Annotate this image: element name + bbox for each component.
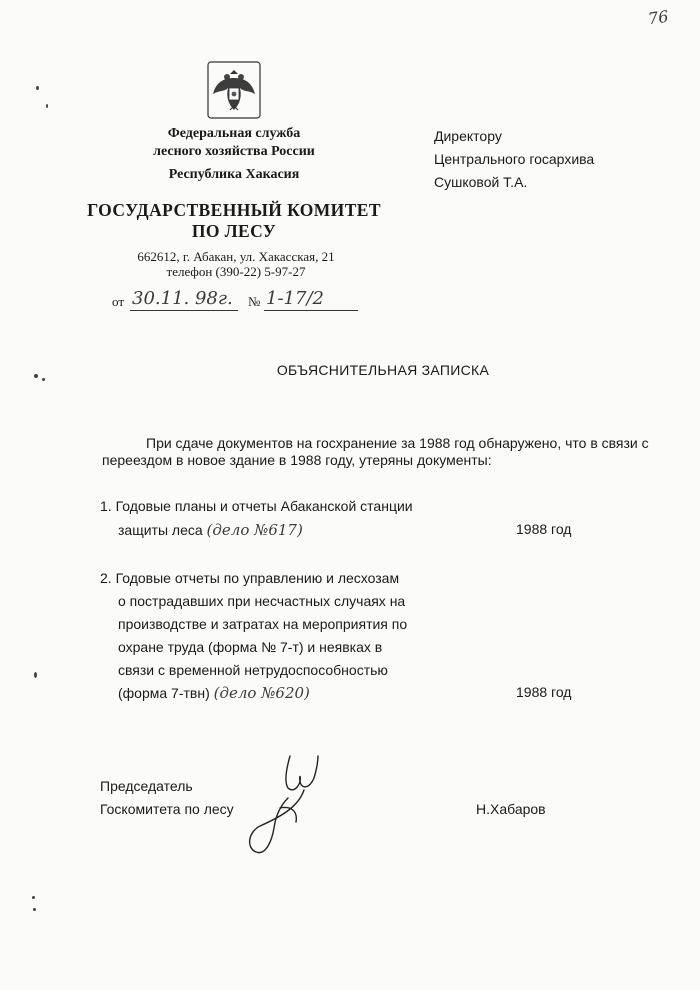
handwritten-signature [238,748,333,858]
intro-line-2: переездом в новое здание в 1988 году, утеряны документы: [102,452,492,468]
intro-line-1: При сдаче документов на госхранение за 1988 год обнаружено, что в связи с [146,435,649,451]
item-2-text: (форма 7-твн) [118,685,210,701]
scan-speck [42,378,45,381]
addressee-line-1: Директору [434,128,502,144]
item-1-year: 1988 год [516,521,572,537]
item-1-text: защиты леса [118,522,203,538]
reference-row [112,288,372,314]
signatory-title-line-1: Председатель [100,778,193,794]
number-value: 1-17/2 [264,288,358,311]
scan-speck [34,374,38,378]
item-1-line-1: 1. Годовые планы и отчеты Абаканской станции [100,498,413,514]
item-2-line-4: охране труда (форма № 7-т) и неявках в [118,639,383,655]
addressee-line-3: Сушковой Т.А. [434,174,528,190]
item-1-line-2 [118,521,303,540]
document-title: ОБЪЯСНИТЕЛЬНАЯ ЗАПИСКА [276,362,490,378]
signatory-title-line-2: Госкомитета по лесу [100,801,234,817]
scan-speck [34,672,37,678]
item-2-line-3: производстве и затратах на мероприятия по [118,616,408,632]
scan-speck [33,908,36,911]
item-2-file-note: (дело №620) [213,684,310,702]
item-2-year: 1988 год [516,684,572,700]
scan-speck [46,104,48,108]
signatory-name: Н.Хабаров [476,801,546,817]
number-label: № [248,294,261,309]
addressee-line-2: Центрального госархива [434,151,595,167]
item-2-line-1: 2. Годовые отчеты по управлению и лесхозам [100,570,400,586]
item-2-line-5: связи с временной нетрудоспособностью [118,662,388,678]
item-2-line-6 [118,684,310,703]
date-value: 30.11. 98г. [130,288,238,311]
service-line-2: лесного хозяйства России [153,144,315,159]
scan-speck [32,896,35,899]
page-number: 76 [646,6,670,29]
item-2-line-2: о пострадавших при несчастных случаях на [118,593,406,609]
phone-line: телефон (390-22) 5-97-27 [166,264,306,279]
committee-line-2: ПО ЛЕСУ [191,221,277,241]
date-label: от [112,294,125,309]
scan-speck [36,86,39,90]
coat-of-arms-icon [206,60,262,120]
address-line: 662612, г. Абакан, ул. Хакасская, 21 [137,249,335,264]
item-1-file-note: (дело №617) [206,521,303,539]
committee-line-1: ГОСУДАРСТВЕННЫЙ КОМИТЕТ [87,200,381,220]
republic-line: Республика Хакасия [168,167,300,182]
service-line-1: Федеральная служба [167,126,301,141]
